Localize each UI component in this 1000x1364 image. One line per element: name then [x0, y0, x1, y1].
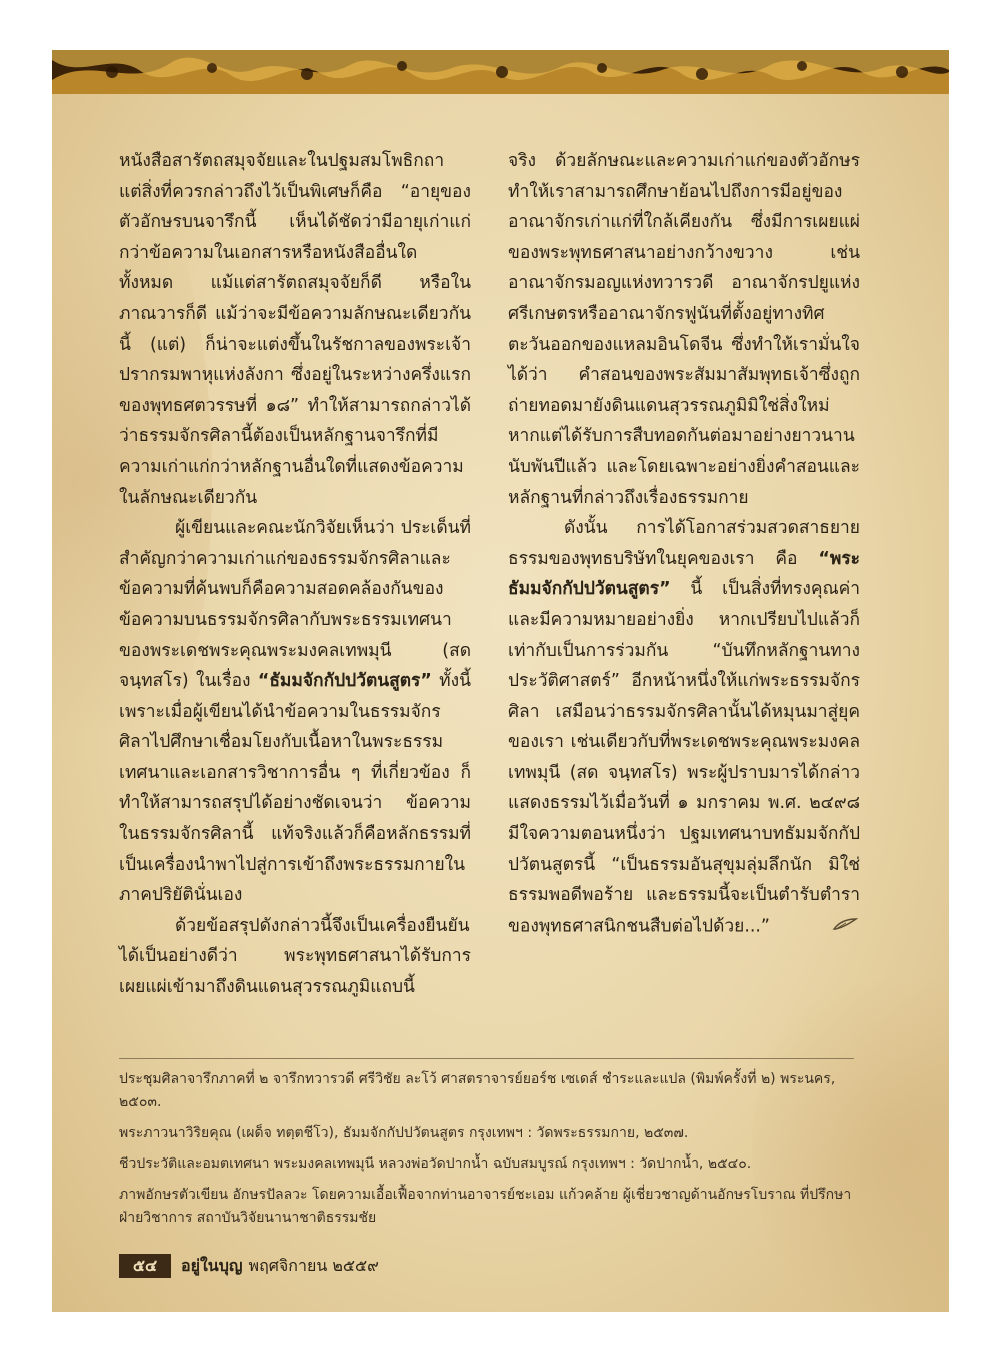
- paragraph: หนังสือสารัตถสมุจจัยและในปฐมสมโพธิกถา แต่สิ่งที่ควรกล่าวถึงไว้เป็นพิเศษก็คือ “อายุของตัวอักษรบนจารึกนี้ เห็นได้ชัดว่ามีอายุเก่าแก่กว่าข้อความในเอกสารหรือหนังสืออื่นใดทั้งหมด แม้แต่สารัตถสมุจจัยก็ดี หรือในภาณวารก็ดี แม้ว่าจะมีข้อความลักษณะเดียวกันนี้ (แต่) ก็น่าจะแต่งขึ้นในรัชกาลของพระเจ้าปรากรมพาหุแห่งลังกา ซึ่งอยู่ในระหว่างครึ่งแรกของพุทธศตวรรษที่ ๑๘” ทำให้สามารถกล่าวได้ว่าธรรมจักรศิลานี้ต้องเป็นหลักฐานจารึกที่มีความเก่าแก่กว่าหลักฐานอื่นใดที่แสดงข้อความในลักษณะเดียวกัน: [119, 151, 471, 508]
- reference-item: ชีวประวัติและอมตเทศนา พระมงคลเทพมุนี หลวงพ่อวัดปากน้ำ ฉบับสมบูรณ์ กรุงเทพฯ : วัดปากน้ำ, ๒๕๔๐.: [119, 1156, 752, 1172]
- reference-item: พระภาวนาวิริยคุณ (เผด็จ ทตฺตชีโว), ธัมมจักกัปปวัตนสูตร กรุงเทพฯ : วัดพระธรรมกาย, ๒๕๓๗.: [119, 1125, 689, 1141]
- ornamental-banner: [52, 50, 949, 94]
- sutta-title: “พระธัมมจักกัปปวัตนสูตร”: [508, 548, 860, 600]
- issue-date: พฤศจิกายน ๒๕๕๙: [248, 1255, 379, 1275]
- reference-item: ภาพอักษรตัวเขียน อักษรปัลลวะ โดยความเอื้อเฟื้อจากท่านอาจารย์ชะเอม แก้วคล้าย ผู้เชี่ยวชาญด้านอักษรโบราณ ที่ปรึกษาฝ่ายวิชาการ สถาบันวิจัยนานาชาติธรรมชัย: [119, 1187, 852, 1226]
- sutta-title: “ธัมมจักกัปปวัตนสูตร”: [257, 671, 432, 692]
- footnote-divider: [119, 1058, 854, 1059]
- paragraph-text: ผู้เขียนและคณะนักวิจัยเห็นว่า ประเด็นที่สำคัญกว่าความเก่าแก่ของธรรมจักรศิลาและข้อความที่ค้นพบก็คือความสอดคล้องกันของข้อความบนธรรมจักรศิลากับพระธรรมเทศนาของพระเดชพระคุณพระมงคลเทพมุนี (สด จนฺทสโร) ในเรื่อง: [119, 518, 471, 692]
- magazine-name: อยู่ในบุญ: [181, 1255, 243, 1275]
- reference-item: ประชุมศิลาจารึกภาคที่ ๒ จารึกทวารวดี ศรีวิชัย ละโว้ ศาสตราจารย์ยอร์ช เซเดส์ ชำระและแปล (พิมพ์ครั้งที่ ๒) พระนคร, ๒๕๐๓.: [119, 1071, 836, 1110]
- page-footer: [119, 1253, 379, 1279]
- references: [119, 1068, 859, 1238]
- paragraph-text: ทั้งนี้เพราะเมื่อผู้เขียนได้นำข้อความในธรรมจักรศิลาไปศึกษาเชื่อมโยงกับเนื้อหาในพระธรรมเทศนาและเอกสารวิชาการอื่น ๆ ที่เกี่ยวข้อง ก็ทำให้สามารถสรุปได้อย่างชัดเจนว่า ข้อความในธรรมจักรศิลานี้ แท้จริงแล้วก็คือหลักธรรมที่เป็นเครื่องนำพาไปสู่การเข้าถึงพระธรรมกายในภาคปริยัตินั่นเอง: [119, 671, 472, 906]
- paragraph: จริง ด้วยลักษณะและความเก่าแก่ของตัวอักษรทำให้เราสามารถศึกษาย้อนไปถึงการมีอยู่ของอาณาจักรเก่าแก่ที่ใกล้เคียงกัน ซึ่งมีการเผยแผ่ของพระพุทธศาสนาอย่างกว้างขวาง เช่น อาณาจักรมอญแห่งทวารวดี อาณาจักรปยูแห่งศรีเกษตรหรืออาณาจักรฟูนันที่ตั้งอยู่ทางทิศตะวันออกของแหลมอินโดจีน ซึ่งทำให้เรามั่นใจได้ว่า คำสอนของพระสัมมาสัมพุทธเจ้าซึ่งถูกถ่ายทอดมายังดินแดนสุวรรณภูมิมิใช่สิ่งใหม่ หากแต่ได้รับการสืบทอดกันต่อมาอย่างยาวนานนับพันปีแล้ว และโดยเฉพาะอย่างยิ่งคำสอนและหลักฐานที่กล่าวถึงเรื่องธรรมกาย: [508, 151, 860, 508]
- quill-icon: [776, 911, 858, 942]
- right-column: [508, 146, 860, 942]
- ornamental-banner-svg: [52, 50, 949, 94]
- paragraph: [119, 513, 471, 911]
- paragraph: ด้วยข้อสรุปดังกล่าวนี้จึงเป็นเครื่องยืนยันได้เป็นอย่างดีว่า พระพุทธศาสนาได้รับการเผยแผ่เข้ามาถึงดินแดนสุวรรณภูมิแถบนี้: [119, 915, 471, 998]
- left-column: [119, 146, 471, 1003]
- paragraph-text: นี้ เป็นสิ่งที่ทรงคุณค่าและมีความหมายอย่างยิ่ง หากเปรียบไปแล้วก็เท่ากับเป็นการร่วมกัน “บันทึกหลักฐานทางประวัติศาสตร์” อีกหน้าหนึ่งให้แก่พระธรรมจักรศิลา เสมือนว่าธรรมจักรศิลานั้นได้หมุนมาสู่ยุคของเรา เช่นเดียวกับที่พระเดชพระคุณพระมงคลเทพมุนี (สด จนฺทสโร) พระผู้ปราบมารได้กล่าวแสดงธรรมไว้เมื่อวันที่ ๑ มกราคม พ.ศ. ๒๔๙๘ มีใจความตอนหนึ่งว่า ปฐมเทศนาบทธัมมจักกัปปวัตนสูตรนี้ “เป็นธรรมอันสุขุมลุ่มลึกนัก มิใช่ธรรมพอดีพอร้าย และธรรมนี้จะเป็นตำรับตำราของพุทธศาสนิกชนสืบต่อไปด้วย...”: [508, 579, 860, 937]
- page-number: ๕๔: [119, 1254, 171, 1278]
- page: [52, 50, 949, 1312]
- paragraph-text: ดังนั้น การได้โอกาสร่วมสวดสาธยายธรรมของพุทธบริษัทในยุคของเรา คือ: [508, 518, 860, 569]
- paragraph: [508, 513, 860, 942]
